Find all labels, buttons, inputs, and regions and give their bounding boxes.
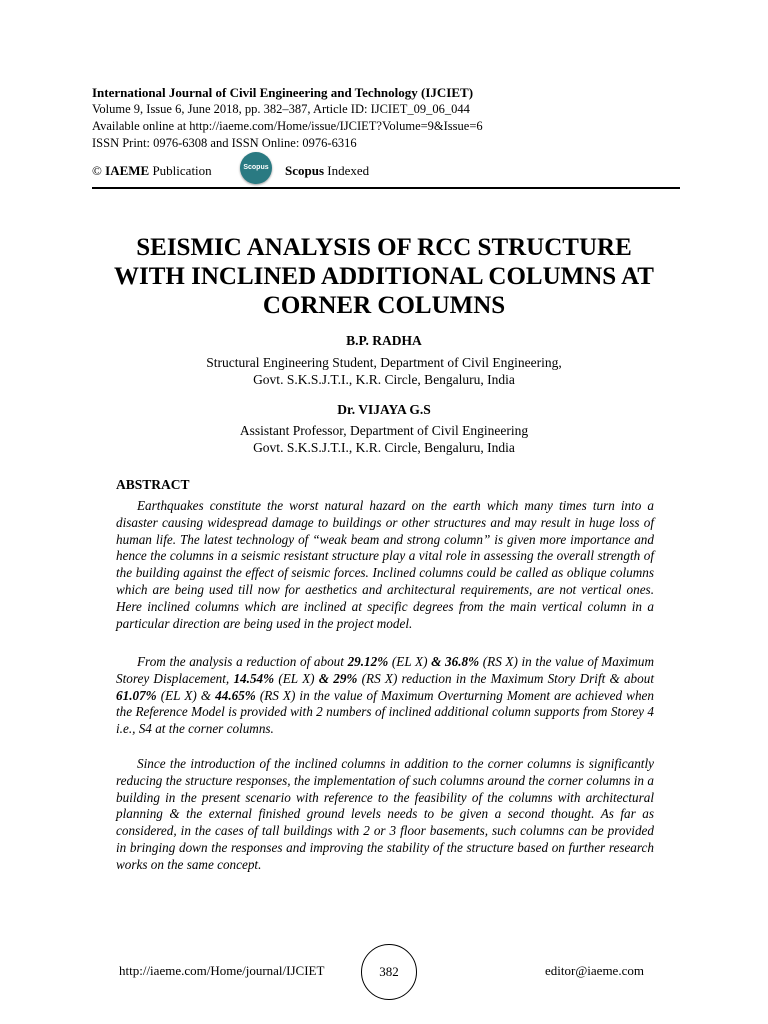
abstract-figure: & 29% — [318, 670, 358, 686]
author-name: Dr. VIJAYA G.S — [337, 402, 431, 417]
abstract-paragraph — [116, 654, 654, 738]
paper-title — [80, 233, 688, 320]
title-line: SEISMIC ANALYSIS OF RCC STRUCTURE — [136, 234, 632, 261]
abstract-figure: & 36.8% — [431, 654, 480, 669]
abstract-text: (RS X) in the value of Maximum Overturning Moment are achieved when the Reference Model is provided with 2 numbers of inclined additional column supports from Storey 4 i.e., S4 at the corner columns. — [116, 687, 654, 737]
page-number: 382 — [361, 944, 417, 1000]
author-affiliation — [84, 354, 684, 388]
footer-email-link[interactable]: editor@iaeme.com — [545, 963, 644, 978]
scopus-logo-text: Scopus — [243, 164, 269, 171]
publisher-name: IAEME — [105, 163, 150, 178]
indexing-credit — [285, 163, 369, 179]
footer-url-link[interactable]: http://iaeme.com/Home/journal/IJCIET — [119, 963, 325, 978]
journal-header — [92, 84, 682, 152]
abstract-figure: 44.65% — [215, 687, 256, 703]
abstract-paragraph: Since the introduction of the inclined columns in addition to the corner columns is significantly reducing the structure responses, the implementation of such columns around the corner columns in a building in the present scenario with reference to the feasibility of the columns with architectural planning & the external finished ground levels needs to be given a second thought. As far as considered, in the cases of tall buildings with 2 or 3 floor basements, such columns can be provided in bringing down the responses and improving the stability of the structure based on further research works on the same concept. — [116, 756, 654, 872]
abstract-figure: 61.07% — [116, 687, 157, 703]
scopus-logo-icon — [240, 152, 272, 184]
copyright-symbol: © — [92, 163, 102, 178]
publisher-credit — [92, 163, 212, 179]
abstract-figure: 29.12% — [347, 654, 389, 669]
affiliation-line: Assistant Professor, Department of Civil Engineering — [239, 423, 529, 438]
issn-line: ISSN Print: 0976-6308 and ISSN Online: 0976-6316 — [92, 136, 357, 150]
publisher-row — [92, 152, 682, 188]
abstract-paragraph: Earthquakes constitute the worst natural hazard on the earth which many times turn into a disaster causing widespread damage to buildings or other structures and may result in huge loss of human life. The latest technology of “weak beam and strong column” is given more importance and hence the columns in a seismic resistant structure play a vital role in assessing the overall strength of the building against the effect of seismic forces. Inclined columns could be called as oblique columns which are being used till now for aesthetics and architectural requirements, are not vertical ones. Here inclined columns which are inclined at specific degrees from the main vertical column in a particular direction are being used in the project model. — [116, 498, 654, 631]
affiliation-line: Govt. S.K.S.J.T.I., K.R. Circle, Bengaluru, India — [253, 440, 515, 455]
page-footer — [0, 944, 768, 1000]
title-line: WITH INCLINED ADDITIONAL COLUMNS AT — [114, 263, 654, 290]
affiliation-line: Govt. S.K.S.J.T.I., K.R. Circle, Bengaluru, India — [253, 372, 515, 387]
header-divider — [92, 187, 680, 189]
available-online-line: Available online at http://iaeme.com/Home/issue/IJCIET?Volume=9&Issue=6 — [92, 119, 483, 133]
publisher-suffix: Publication — [152, 163, 212, 178]
volume-line: Volume 9, Issue 6, June 2018, pp. 382–387, Article ID: IJCIET_09_06_044 — [92, 102, 470, 116]
affiliation-line: Structural Engineering Student, Department of Civil Engineering, — [206, 355, 562, 370]
abstract-text: (RS X) reduction in the Maximum Story Drift & about — [357, 670, 654, 686]
indexed-suffix: Indexed — [327, 163, 370, 178]
abstract-text: (EL X) — [388, 654, 432, 669]
abstract-text: (EL X) & — [156, 687, 216, 703]
author-affiliation — [84, 422, 684, 456]
abstract-figure: 14.54% — [233, 670, 275, 686]
title-line: CORNER COLUMNS — [262, 292, 506, 319]
journal-title: International Journal of Civil Engineering and Technology (IJCIET) — [92, 85, 474, 100]
abstract-text: (EL X) — [274, 670, 319, 686]
author-name: B.P. RADHA — [346, 333, 422, 348]
abstract-text: From the analysis a reduction of about — [137, 654, 348, 669]
abstract-text: (RS X) in the value of Maximum Storey Displacement, — [116, 654, 654, 686]
abstract-heading: ABSTRACT — [116, 477, 190, 492]
indexed-name: Scopus — [285, 163, 325, 178]
